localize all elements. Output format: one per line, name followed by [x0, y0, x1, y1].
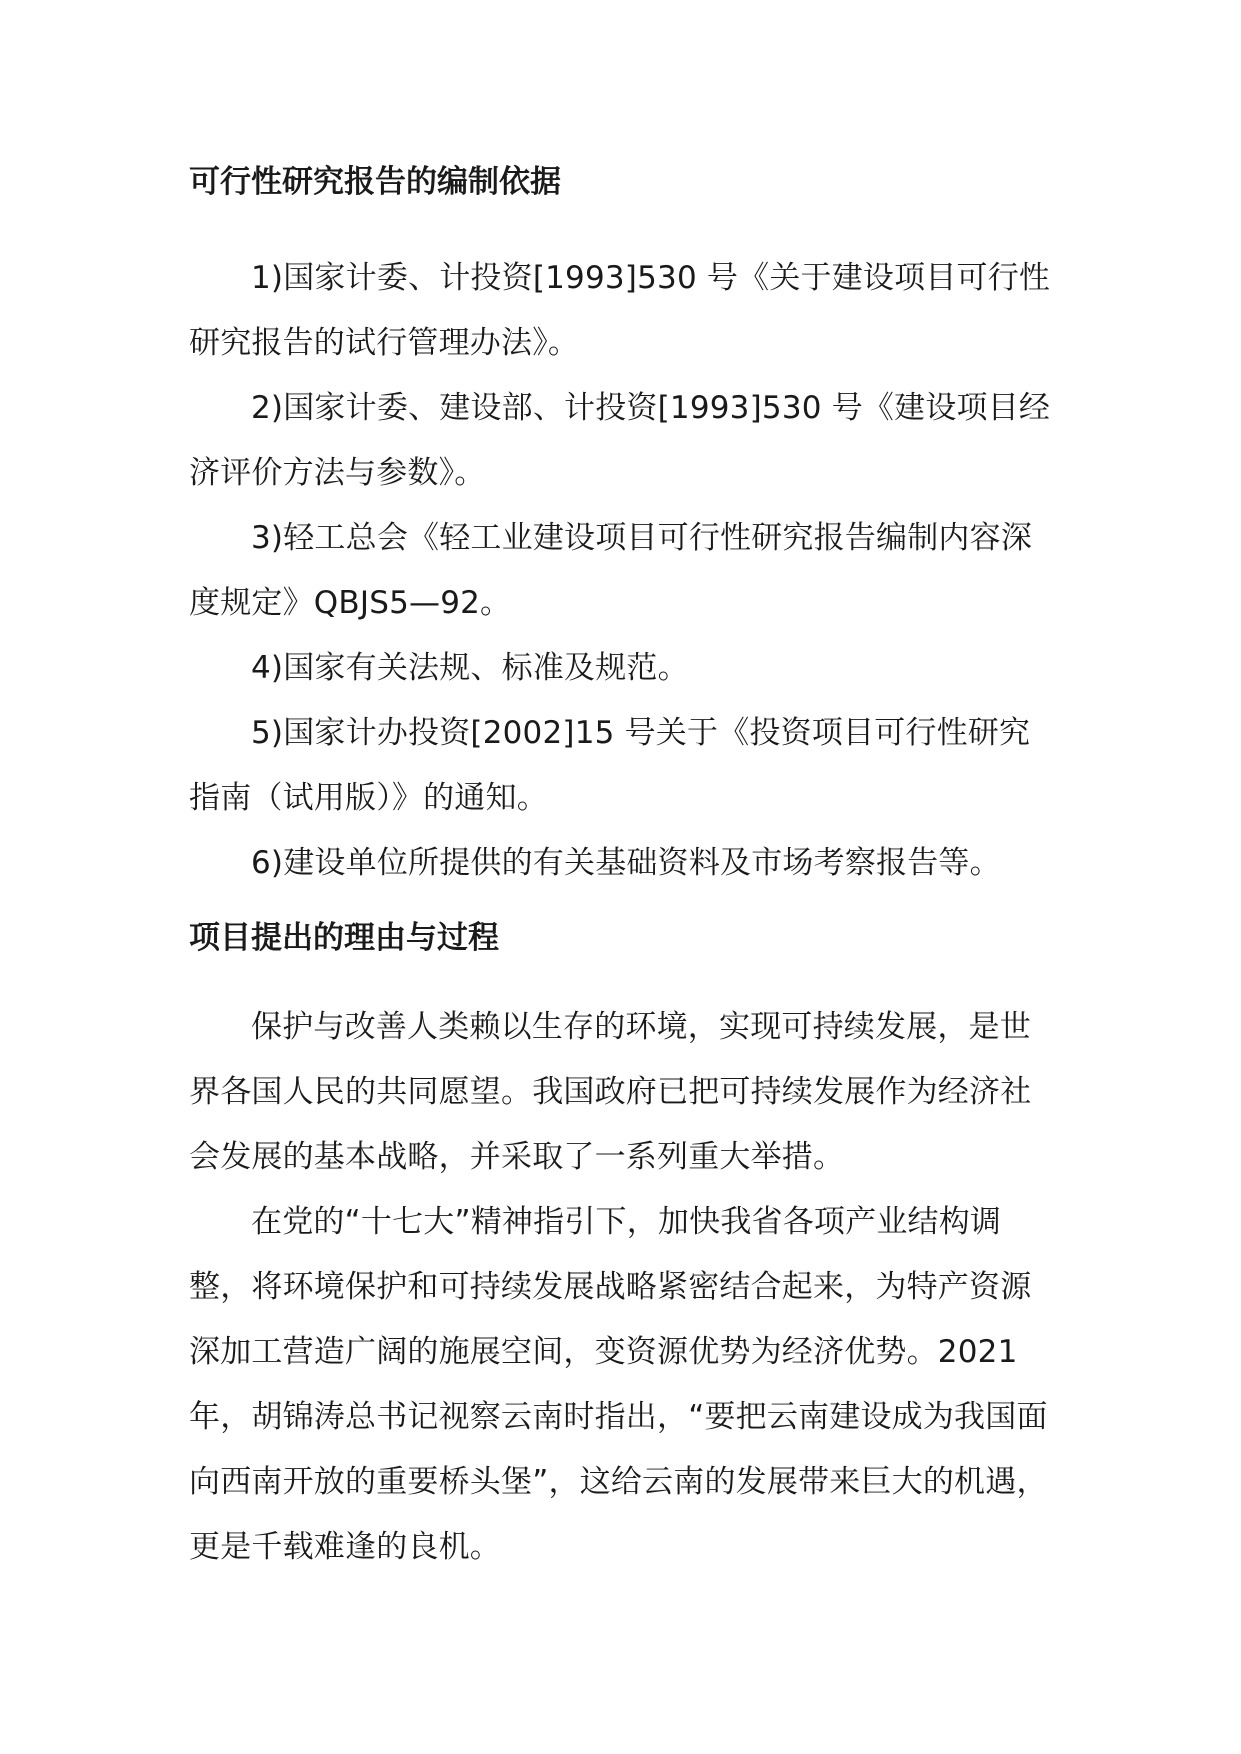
- document-body: [189, 160, 1055, 1580]
- basis-item-3: 3)轻工总会《轻工业建设项目可行性研究报告编制内容深度规定》QBJS5—92。: [189, 520, 1033, 621]
- basis-item-2: 2)国家计委、建设部、计投资[1993]530 号《建设项目经济评价方法与参数》。: [189, 390, 1051, 491]
- rationale-text: [189, 995, 1055, 1580]
- basis-item-5: 5)国家计办投资[2002]15 号关于《投资项目可行性研究指南（试用版）》的通知。: [189, 715, 1031, 816]
- section-heading-basis: 可行性研究报告的编制依据: [189, 164, 561, 200]
- basis-item-6: 6)建设单位所提供的有关基础资料及市场考察报告等。: [251, 845, 1001, 881]
- section-heading-rationale: 项目提出的理由与过程: [189, 920, 499, 956]
- rationale-paragraph-2: 在党的“十七大”精神指引下，加快我省各项产业结构调整，将环境保护和可持续发展战略紧密结合起来，为特产资源深加工营造广阔的施展空间，变资源优势为经济优势。2021 年，胡锦涛总书记视察云南时指出，“要把云南建设成为我国面向西南开放的重要桥头堡”，这给云南的发展带来巨大的机遇，更是千载难逢的良机。: [189, 1204, 1048, 1565]
- basis-item-1: 1)国家计委、计投资[1993]530 号《关于建设项目可行性研究报告的试行管理办法》。: [189, 260, 1051, 361]
- basis-item-4: 4)国家有关法规、标准及规范。: [251, 650, 689, 686]
- basis-list: [189, 246, 1055, 896]
- rationale-paragraph-1: 保护与改善人类赖以生存的环境，实现可持续发展，是世界各国人民的共同愿望。我国政府已把可持续发展作为经济社会发展的基本战略，并采取了一系列重大举措。: [189, 1009, 1032, 1175]
